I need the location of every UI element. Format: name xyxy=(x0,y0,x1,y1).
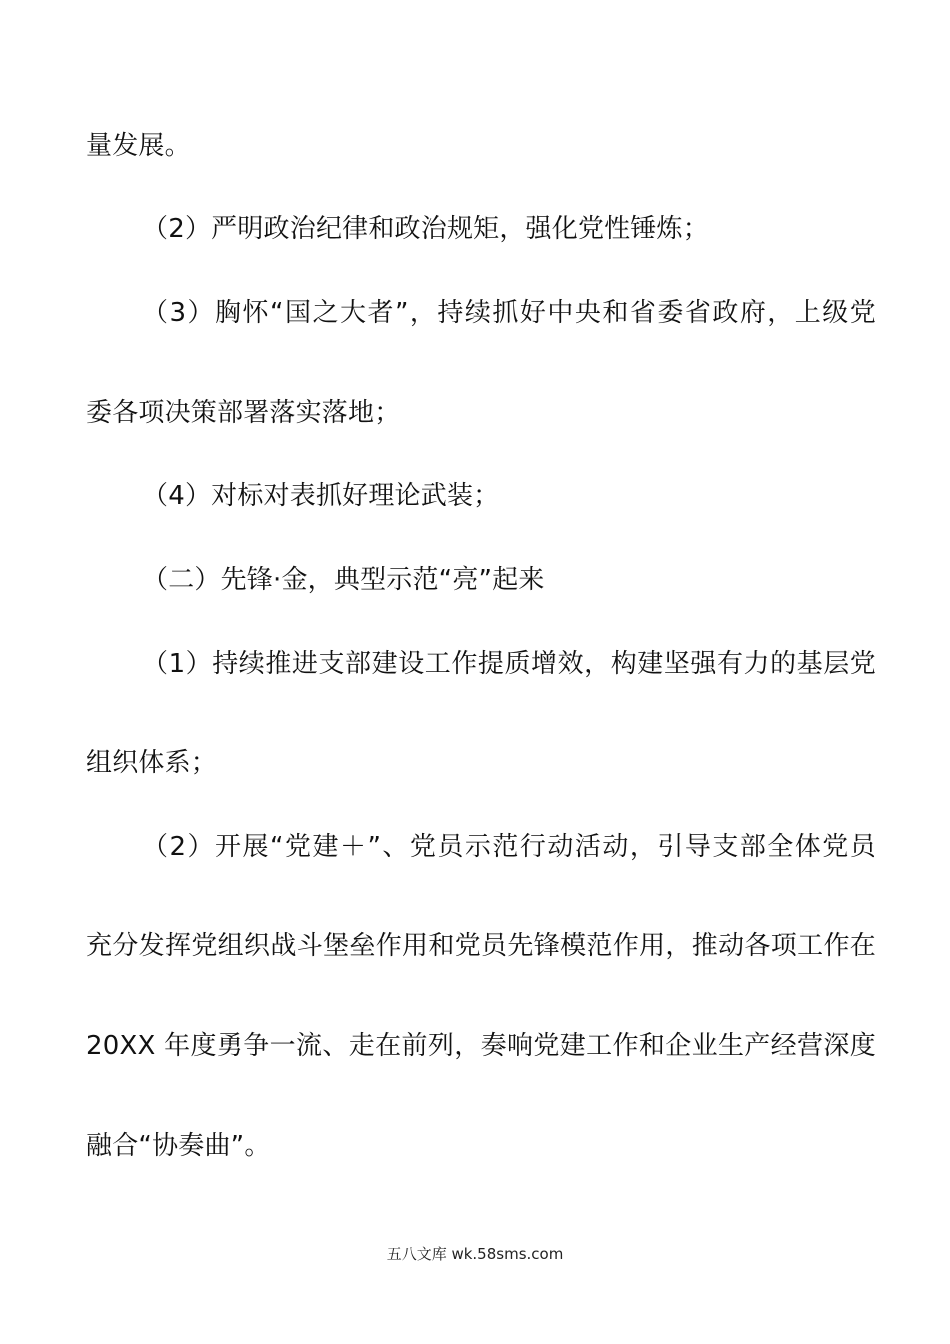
paragraph-line: 充分发挥党组织战斗堡垒作用和党员先锋模范作用，推动各项工作在 xyxy=(86,931,876,961)
paragraph-line: 委各项决策部署落实落地； xyxy=(86,398,401,428)
page-footer: 五八文库 wk.58sms.com xyxy=(386,1245,564,1263)
paragraph-line: （2）开展“党建＋”、党员示范行动活动，引导支部全体党员 xyxy=(142,832,876,862)
paragraph-line: 融合“协奏曲”。 xyxy=(86,1131,271,1161)
paragraph-line: （3）胸怀“国之大者”，持续抓好中央和省委省政府，上级党 xyxy=(142,298,876,328)
paragraph-line: （4）对标对表抓好理论武装； xyxy=(142,481,500,511)
paragraph-line: （1）持续推进支部建设工作提质增效，构建坚强有力的基层党 xyxy=(142,649,876,679)
paragraph-line: 量发展。 xyxy=(86,131,191,161)
section-heading: （二）先锋·金，典型示范“亮”起来 xyxy=(142,565,545,595)
paragraph-line: （2）严明政治纪律和政治规矩，强化党性锤炼； xyxy=(142,214,709,244)
paragraph-line: 组织体系； xyxy=(86,748,218,778)
paragraph-line: 20XX 年度勇争一流、走在前列，奏响党建工作和企业生产经营深度 xyxy=(86,1031,876,1061)
